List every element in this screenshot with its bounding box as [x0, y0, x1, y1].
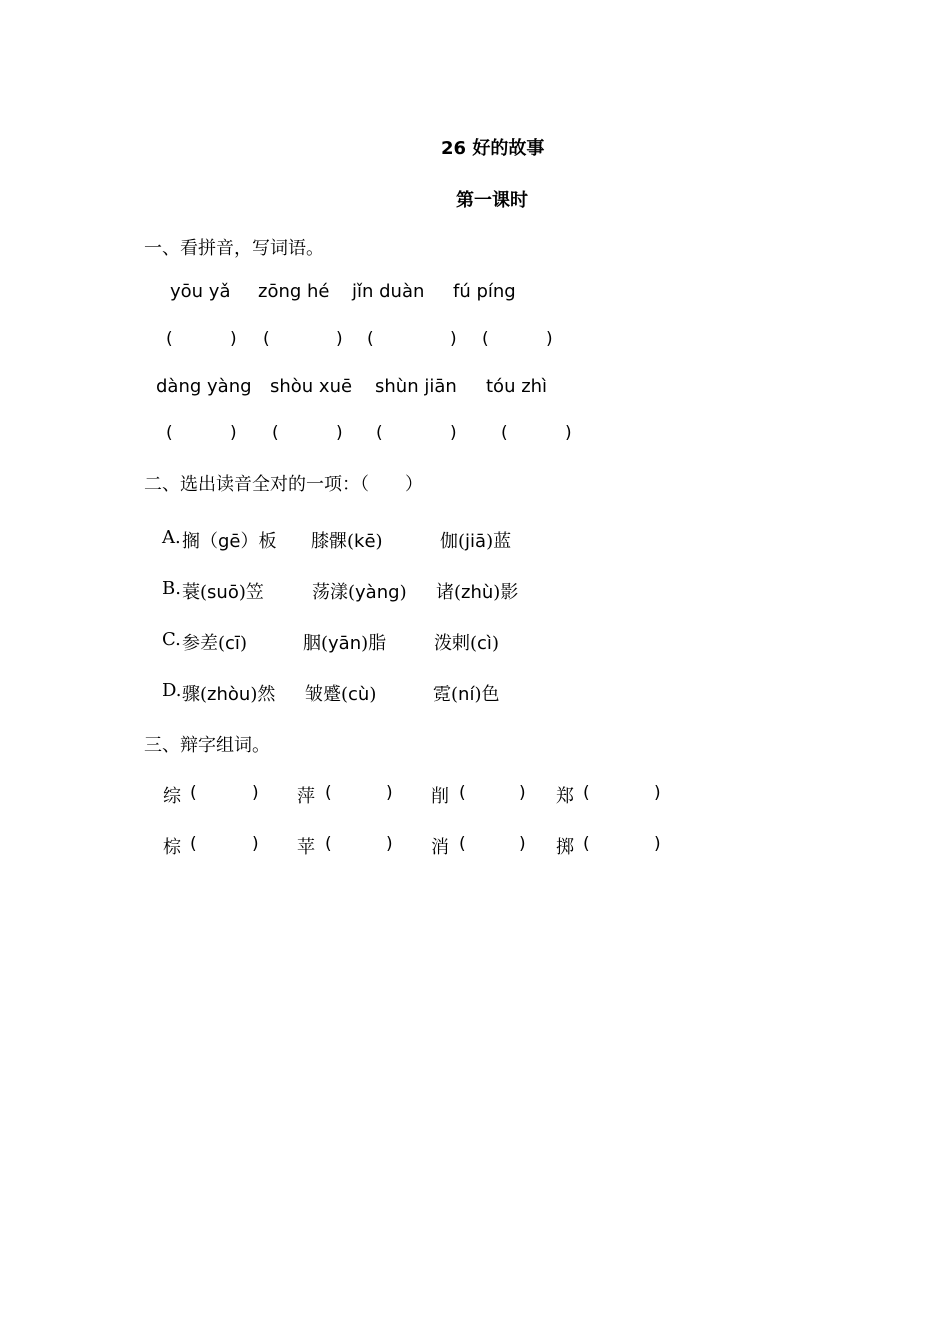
- answer-paren-open: (: [376, 423, 383, 443]
- answer-paren-close: ): [450, 423, 457, 443]
- char-item: 综: [163, 786, 181, 807]
- option-a-item: 膝髁(kē): [311, 531, 383, 552]
- pinyin-item: dàng yàng: [156, 376, 252, 397]
- answer-paren-close: ): [546, 329, 553, 349]
- answer-paren-open: (: [263, 329, 270, 349]
- pinyin-item: zōng hé: [258, 281, 330, 302]
- answer-paren-close: ): [519, 834, 526, 854]
- option-d-item: 骤(zhòu)然: [182, 684, 276, 705]
- answer-paren-close: ): [230, 329, 237, 349]
- answer-paren-close: ): [450, 329, 457, 349]
- option-c-item: 参差(cī): [182, 633, 247, 654]
- answer-paren-close: ): [252, 834, 259, 854]
- answer-paren-open: (: [190, 834, 197, 854]
- char-item: 苹: [297, 837, 315, 858]
- option-a-item: 伽(jiā)蓝: [440, 531, 512, 552]
- option-b-label: B.: [162, 578, 181, 599]
- answer-paren-close: ): [230, 423, 237, 443]
- answer-paren-open: (: [325, 783, 332, 803]
- answer-paren-open: (: [583, 834, 590, 854]
- answer-paren-close: ): [654, 834, 661, 854]
- pinyin-item: shòu xuē: [270, 376, 353, 397]
- answer-paren-close: ): [386, 834, 393, 854]
- answer-paren-close: ): [252, 783, 259, 803]
- answer-paren-open: (: [166, 423, 173, 443]
- char-item: 萍: [297, 786, 315, 807]
- answer-paren-close: ): [336, 423, 343, 443]
- char-item: 消: [431, 837, 449, 858]
- answer-paren-close: ): [386, 783, 393, 803]
- char-item: 棕: [163, 837, 181, 858]
- answer-paren-open: (: [583, 783, 590, 803]
- option-c-label: C.: [162, 629, 181, 650]
- pinyin-item: yōu yǎ: [170, 281, 231, 302]
- option-a-label: A.: [162, 527, 181, 548]
- pinyin-item: jǐn duàn: [352, 281, 425, 302]
- option-b-item: 荡漾(yàng): [312, 582, 407, 603]
- section-2-heading: 二、选出读音全对的一项：（ ）: [144, 474, 423, 495]
- pinyin-item: fú píng: [453, 281, 516, 302]
- answer-paren-open: (: [459, 834, 466, 854]
- lesson-subtitle: 第一课时: [456, 190, 528, 211]
- option-a-item: 搁（gē）板: [182, 531, 277, 552]
- char-item: 削: [431, 786, 449, 807]
- answer-paren-open: (: [272, 423, 279, 443]
- answer-paren-open: (: [482, 329, 489, 349]
- option-d-label: D.: [162, 680, 182, 701]
- option-b-item: 诸(zhù)影: [436, 582, 519, 603]
- answer-paren-open: (: [166, 329, 173, 349]
- char-item: 郑: [556, 786, 574, 807]
- answer-paren-close: ): [519, 783, 526, 803]
- section-3-heading: 三、辩字组词。: [144, 735, 270, 756]
- lesson-title: 26 好的故事: [441, 138, 545, 159]
- option-c-item: 胭(yān)脂: [303, 633, 387, 654]
- option-d-item: 皱蹙(cù): [305, 684, 377, 705]
- pinyin-item: shùn jiān: [375, 376, 457, 397]
- option-c-item: 泼剌(cì): [434, 633, 499, 654]
- answer-paren-close: ): [565, 423, 572, 443]
- option-b-item: 蓑(suō)笠: [182, 582, 264, 603]
- pinyin-item: tóu zhì: [486, 376, 548, 397]
- answer-paren-open: (: [325, 834, 332, 854]
- answer-paren-close: ): [336, 329, 343, 349]
- answer-paren-open: (: [459, 783, 466, 803]
- answer-paren-open: (: [501, 423, 508, 443]
- option-d-item: 霓(ní)色: [433, 684, 500, 705]
- answer-paren-open: (: [367, 329, 374, 349]
- answer-paren-close: ): [654, 783, 661, 803]
- char-item: 掷: [556, 837, 574, 858]
- section-1-heading: 一、看拼音，写词语。: [144, 238, 324, 259]
- answer-paren-open: (: [190, 783, 197, 803]
